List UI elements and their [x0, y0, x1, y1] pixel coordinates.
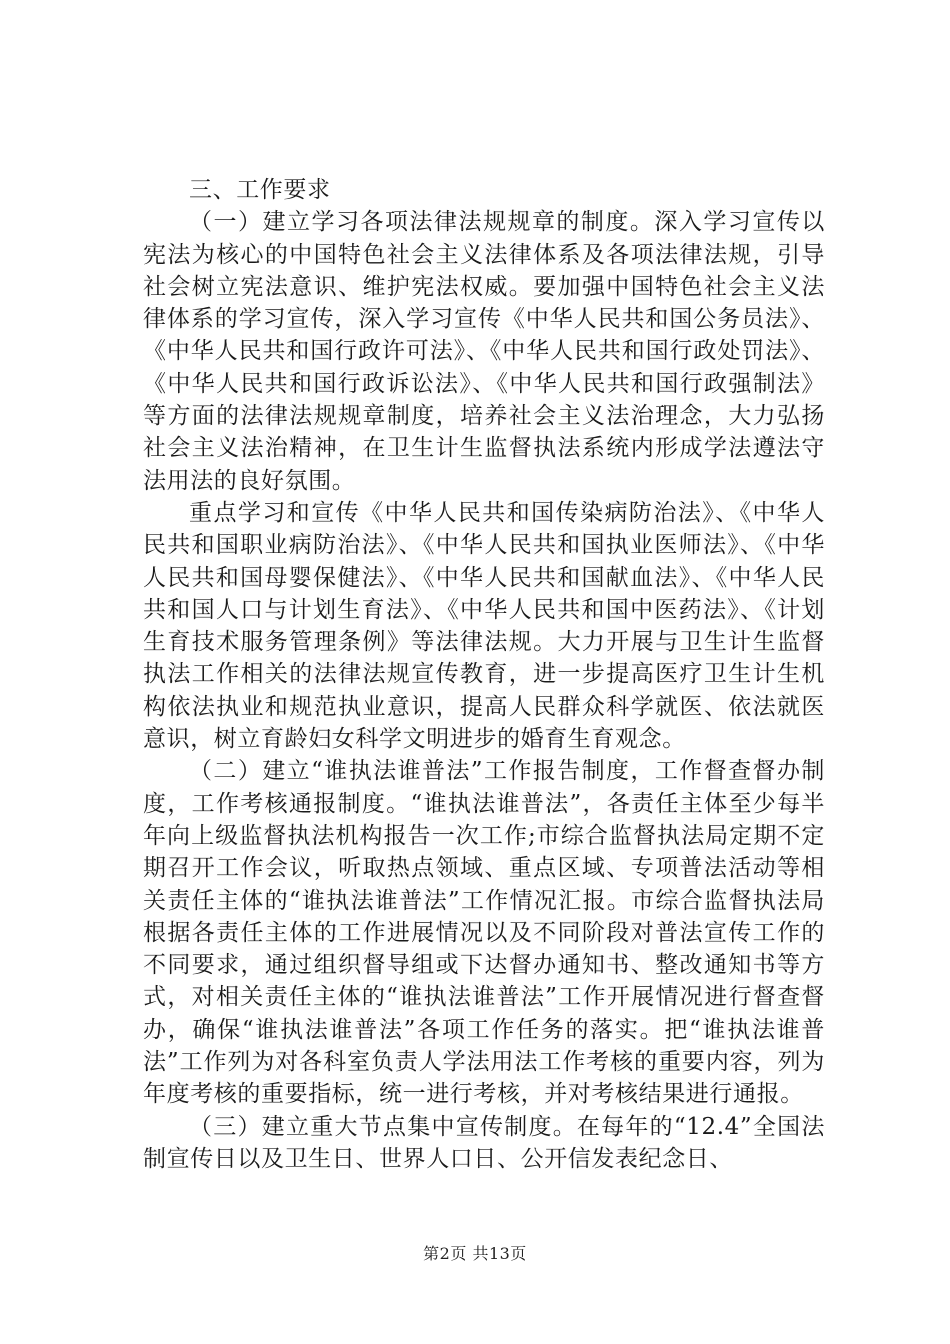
paragraph: （三）建立重大节点集中宣传制度。在每年的“12.4”全国法制宣传日以及卫生日、世界人口日、公开信发表纪念日、 — [143, 1113, 825, 1172]
page-number-footer: 第2页 共13页 — [423, 1244, 527, 1263]
paragraph: （一）建立学习各项法律法规规章的制度。深入学习宣传以宪法为核心的中国特色社会主义法律体系及各项法律法规，引导社会树立宪法意识、维护宪法权威。要加强中国特色社会主义法律体系的学习宣传，深入学习宣传《中华人民共和国公务员法》、《中华人民共和国行政许可法》、《中华人民共和国行政处罚法》、《中华人民共和国行政诉讼法》、《中华人民共和国行政强制法》等方面的法律法规规章制度，培养社会主义法治理念，大力弘扬社会主义法治精神，在卫生计生监督执法系统内形成学法遵法守法用法的良好氛围。 — [143, 209, 825, 494]
paragraph: 重点学习和宣传《中华人民共和国传染病防治法》、《中华人民共和国职业病防治法》、《中华人民共和国执业医师法》、《中华人民共和国母婴保健法》、《中华人民共和国献血法》、《中华人民共和国人口与计划生育法》、《中华人民共和国中医药法》、《计划生育技术服务管理条例》等法律法规。大力开展与卫生计生监督执法工作相关的法律法规宣传教育，进一步提高医疗卫生计生机构依法执业和规范执业意识，提高人民群众科学就医、依法就医意识，树立育龄妇女科学文明进步的婚育生育观念。 — [143, 499, 825, 753]
section-heading: 三、工作要求 — [189, 177, 331, 203]
document-body — [143, 174, 825, 1175]
paragraph: （二）建立“谁执法谁普法”工作报告制度，工作督查督办制度，工作考核通报制度。“谁执法谁普法”，各责任主体至少每半年向上级监督执法机构报告一次工作;市综合监督执法局定期不定期召开工作会议，听取热点领域、重点区域、专项普法活动等相关责任主体的“谁执法谁普法”工作情况汇报。市综合监督执法局根据各责任主体的工作进展情况以及不同阶段对普法宣传工作的不同要求，通过组织督导组或下达督办通知书、整改通知书等方式，对相关责任主体的“谁执法谁普法”工作开展情况进行督查督办，确保“谁执法谁普法”各项工作任务的落实。把“谁执法谁普法”工作列为对各科室负责人学法用法工作考核的重要内容，列为年度考核的重要指标，统一进行考核，并对考核结果进行通报。 — [143, 758, 825, 1108]
